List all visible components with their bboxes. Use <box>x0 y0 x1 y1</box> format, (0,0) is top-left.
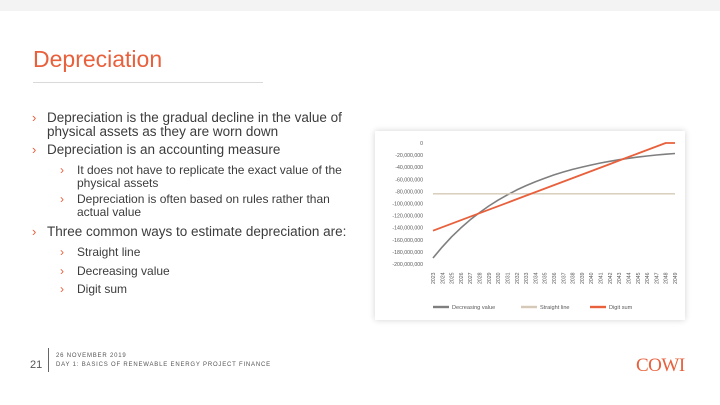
footer-meta <box>56 352 271 369</box>
y-tick-label: 0 <box>420 141 423 147</box>
bullet-text: Depreciation is the gradual decline in the value of physical assets as they are worn down <box>47 110 342 139</box>
x-tick-label: 2032 <box>514 272 521 284</box>
cowi-logo: COWI <box>636 355 685 376</box>
legend-label: Digit sum <box>609 305 633 311</box>
x-tick-label: 2028 <box>477 272 484 284</box>
title-underline <box>33 82 263 83</box>
sub-bullet-text: It does not have to replicate the exact value of the physical assets <box>77 163 342 190</box>
y-tick-label: -180,000,000 <box>392 249 423 256</box>
bullet-text: Three common ways to estimate depreciation are: <box>47 224 347 239</box>
x-tick-label: 2043 <box>617 272 624 284</box>
x-tick-label: 2035 <box>542 272 549 284</box>
bullet-list <box>32 111 352 300</box>
y-tick-label: -60,000,000 <box>395 177 423 184</box>
sub-bullet-item <box>32 265 352 278</box>
x-tick-label: 2042 <box>607 272 614 284</box>
x-tick-label: 2034 <box>533 272 540 284</box>
x-tick-label: 2025 <box>449 272 456 284</box>
top-band <box>0 0 720 11</box>
legend-label: Decreasing value <box>452 305 496 311</box>
y-tick-label: -160,000,000 <box>392 237 423 244</box>
depreciation-chart <box>375 131 685 320</box>
series-line-decreasing-value <box>433 154 675 259</box>
x-tick-label: 2038 <box>570 272 577 284</box>
chevron-icon: › <box>60 245 64 259</box>
bullet-item <box>32 143 352 157</box>
x-tick-label: 2030 <box>496 272 503 284</box>
chevron-icon: › <box>60 192 64 206</box>
y-tick-label: -100,000,000 <box>392 201 423 208</box>
sub-bullet-item <box>32 246 352 259</box>
x-tick-label: 2029 <box>486 272 493 284</box>
chevron-icon: › <box>60 163 64 177</box>
page-number: 21 <box>30 359 43 371</box>
y-tick-label: -120,000,000 <box>392 213 423 220</box>
y-tick-label: -80,000,000 <box>395 189 423 196</box>
chart-svg <box>375 131 685 320</box>
legend-label: Straight line <box>540 305 570 311</box>
x-tick-label: 2047 <box>654 272 661 284</box>
x-tick-label: 2046 <box>645 272 652 284</box>
y-tick-label: -40,000,000 <box>395 165 423 172</box>
x-tick-label: 2037 <box>561 272 568 284</box>
slide-title: Depreciation <box>33 46 163 72</box>
x-tick-label: 2040 <box>589 272 596 284</box>
sub-bullet-text: Digit sum <box>77 282 128 296</box>
x-tick-label: 2048 <box>663 272 670 284</box>
chevron-icon: › <box>32 224 37 239</box>
bullet-item <box>32 225 352 239</box>
y-tick-label: -20,000,000 <box>395 153 423 160</box>
x-tick-label: 2024 <box>440 272 447 284</box>
sub-bullet-item <box>32 283 352 296</box>
x-tick-label: 2033 <box>524 272 531 284</box>
footer-course: DAY 1: BASICS OF RENEWABLE ENERGY PROJECT FINANCE <box>56 361 271 368</box>
sub-bullet-text: Straight line <box>77 245 141 259</box>
footer-date: 26 NOVEMBER 2019 <box>56 353 127 359</box>
x-tick-label: 2023 <box>431 272 437 284</box>
x-tick-label: 2031 <box>505 272 512 284</box>
x-tick-label: 2049 <box>673 272 679 284</box>
x-tick-label: 2039 <box>579 272 586 284</box>
bullet-text: Depreciation is an accounting measure <box>47 142 281 157</box>
chevron-icon: › <box>32 110 37 125</box>
x-tick-label: 2044 <box>626 272 633 284</box>
bullet-item <box>32 111 352 139</box>
y-tick-label: -140,000,000 <box>392 225 423 232</box>
chevron-icon: › <box>32 142 37 157</box>
x-tick-label: 2027 <box>468 272 475 284</box>
chevron-icon: › <box>60 263 64 278</box>
x-tick-label: 2026 <box>458 272 465 284</box>
x-tick-label: 2045 <box>635 272 642 284</box>
sub-bullet-item <box>32 164 352 189</box>
x-tick-label: 2041 <box>598 272 605 284</box>
y-tick-label: -200,000,000 <box>392 262 423 268</box>
sub-bullet-text: Depreciation is often based on rules rather than actual value <box>77 192 330 219</box>
footer-divider <box>48 348 49 372</box>
sub-bullet-text: Decreasing value <box>77 263 170 278</box>
series-line-digit-sum <box>433 143 675 231</box>
chevron-icon: › <box>60 282 64 296</box>
sub-bullet-item <box>32 193 352 218</box>
x-tick-label: 2036 <box>552 272 558 284</box>
